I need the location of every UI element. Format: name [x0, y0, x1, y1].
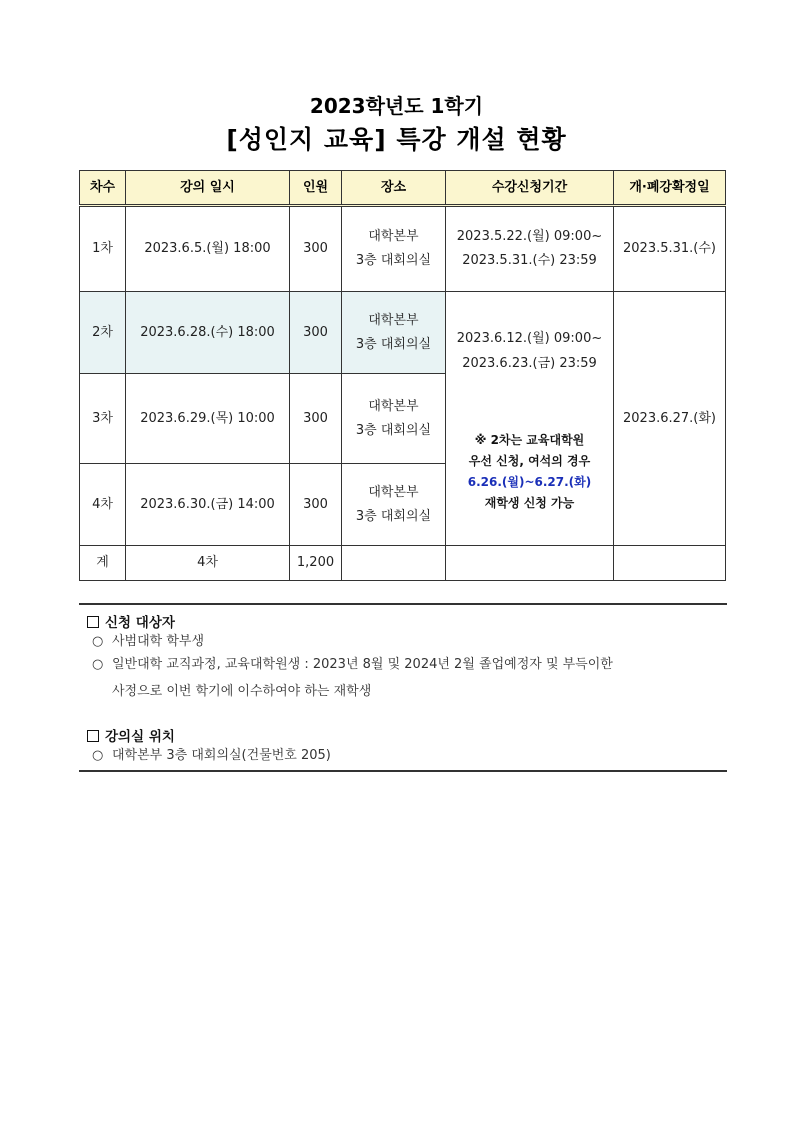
place-room: 3층 대회의실	[355, 253, 432, 268]
period-end: 2023.5.31.(수) 23:59	[462, 253, 597, 268]
cell-place	[342, 206, 446, 292]
cell-datetime: 2023.6.29.(목) 10:00	[126, 374, 290, 464]
location-heading	[87, 725, 175, 745]
period-start: 2023.5.22.(월) 09:00~	[456, 229, 603, 244]
place-room: 3층 대회의실	[355, 336, 432, 352]
total-empty	[614, 546, 726, 581]
cell-capacity: 300	[290, 292, 342, 374]
cell-place	[342, 374, 446, 464]
table-row	[80, 206, 726, 292]
cell-datetime: 2023.6.28.(수) 18:00	[126, 292, 290, 374]
cell-capacity: 300	[290, 374, 342, 464]
cell-capacity: 300	[290, 206, 342, 292]
place-building: 대학본부	[368, 229, 419, 244]
cell-period	[446, 206, 614, 292]
circle-bullet-icon: ○	[92, 748, 104, 763]
schedule-table	[79, 170, 726, 581]
place-building: 대학본부	[368, 312, 419, 328]
circle-bullet-icon: ○	[92, 657, 104, 672]
location-heading-text: 강의실 위치	[105, 729, 175, 745]
cell-round: 1차	[80, 206, 126, 292]
total-empty	[342, 546, 446, 581]
circle-bullet-icon: ○	[92, 634, 104, 649]
place-room: 3층 대회의실	[355, 508, 432, 524]
targets-heading-text: 신청 대상자	[105, 615, 175, 631]
cell-round: 3차	[80, 374, 126, 464]
list-item	[92, 654, 720, 676]
header-period: 수강신청기간	[446, 171, 614, 206]
header-round: 차수	[80, 171, 126, 206]
list-item-text: 사범대학 학부생	[112, 634, 205, 649]
cell-confirm-shared: 2023.6.27.(화)	[614, 292, 726, 546]
total-rounds: 4차	[126, 546, 290, 581]
note-line: 우선 신청, 여석의 경우	[468, 454, 591, 468]
header-capacity: 인원	[290, 171, 342, 206]
section-divider-top	[79, 603, 727, 605]
place-building: 대학본부	[368, 484, 419, 500]
total-label: 계	[80, 546, 126, 581]
place-room: 3층 대회의실	[355, 422, 432, 438]
table-header-row	[80, 171, 726, 206]
cell-capacity: 300	[290, 464, 342, 546]
checkbox-square-icon	[87, 730, 99, 742]
period-start: 2023.6.12.(월) 09:00~	[456, 331, 603, 346]
page-title: [성인지 교육] 특강 개설 현황	[226, 125, 567, 154]
list-item	[92, 745, 331, 767]
list-item	[92, 631, 204, 653]
cell-confirm: 2023.5.31.(수)	[614, 206, 726, 292]
cell-datetime: 2023.6.30.(금) 14:00	[126, 464, 290, 546]
header-confirm: 개·폐강확정일	[614, 171, 726, 206]
place-building: 대학본부	[368, 398, 419, 414]
list-item-text: 대학본부 3층 대회의실(건물번호 205)	[112, 748, 331, 763]
targets-heading	[87, 611, 175, 631]
list-item-text: 일반대학 교직과정, 교육대학원생 : 2023년 8월 및 2024년 2월 졸업예정자 및 부득이한	[112, 657, 613, 672]
cell-round: 2차	[80, 292, 126, 374]
cell-place	[342, 464, 446, 546]
table-row	[80, 292, 726, 374]
section-divider-bottom	[79, 770, 727, 772]
total-empty	[446, 546, 614, 581]
header-place: 장소	[342, 171, 446, 206]
total-row	[80, 546, 726, 581]
cell-period-shared	[446, 292, 614, 546]
cell-place	[342, 292, 446, 374]
period-end: 2023.6.23.(금) 23:59	[462, 356, 597, 371]
cell-datetime: 2023.6.5.(월) 18:00	[126, 206, 290, 292]
header-datetime: 강의 일시	[126, 171, 290, 206]
list-item-continuation: 사정으로 이번 학기에 이수하여야 하는 재학생	[112, 684, 372, 699]
cell-round: 4차	[80, 464, 126, 546]
note-line: ※ 2차는 교육대학원	[474, 433, 585, 447]
note-dates: 6.26.(월)~6.27.(화)	[467, 475, 592, 489]
total-capacity: 1,200	[290, 546, 342, 581]
checkbox-square-icon	[87, 616, 99, 628]
period-note	[446, 430, 613, 514]
note-line: 재학생 신청 가능	[484, 496, 575, 510]
page-title-year: 2023학년도 1학기	[309, 94, 484, 118]
